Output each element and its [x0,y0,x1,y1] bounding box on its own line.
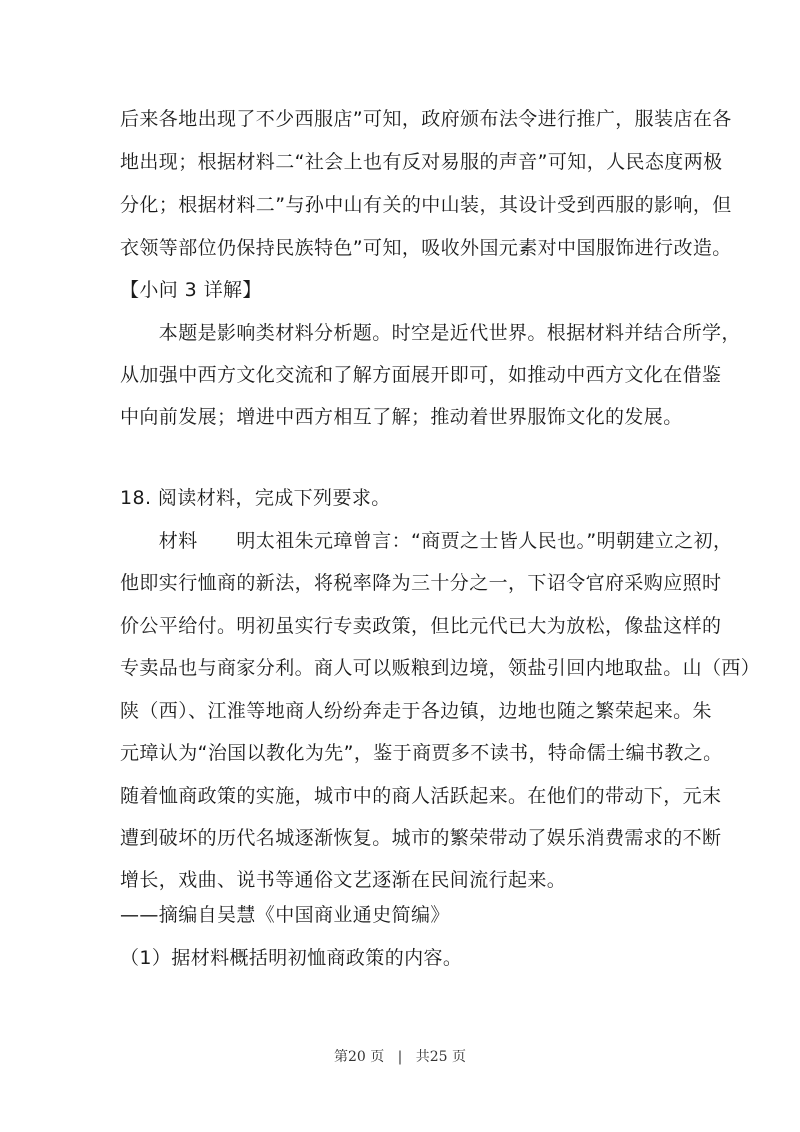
text-line: 分化；根据材料二”与孙中山有关的中山装，其设计受到西服的影响，但 [120,194,732,216]
text-line: 从加强中西方文化交流和了解方面展开即可，如推动中西方文化在借鉴 [120,364,722,386]
text-line: 增长，戏曲、说书等通俗文艺逐渐在民间流行起来。 [120,869,567,891]
text-line: 陕（西）、江淮等地商人纷纷奔走于各边镇，边地也随之繁荣起来。朱 [120,700,712,722]
section-heading: 【小问 3 详解】 [120,279,262,301]
text-line: 后来各地出现了不少西服店”可知，政府颁布法令进行推广，服装店在各 [120,108,732,130]
question-heading: 18. 阅读材料，完成下列要求。 [120,487,391,509]
footer-current-page: 第20 页 [334,1049,385,1065]
page-footer [0,1046,800,1066]
text-line: 遭到破坏的历代名城逐渐恢复。城市的繁荣带动了娱乐消费需求的不断 [120,827,722,849]
footer-separator: | [397,1049,403,1065]
text-line: 本题是影响类材料分析题。时空是近代世界。根据材料并结合所学， [120,322,741,344]
text-line: 随着恤商政策的实施，城市中的商人活跃起来。在他们的带动下，元末 [120,785,722,807]
text-line: 衣领等部位仍保持民族特色”可知，吸收外国元素对中国服饰进行改造。 [120,237,732,259]
sub-question: （1）据材料概括明初恤商政策的内容。 [120,947,463,969]
text-line: 中向前发展；增进中西方相互了解；推动着世界服饰文化的发展。 [120,406,683,428]
text-line: 地出现；根据材料二“社会上也有反对易服的声音”可知，人民态度两极 [120,151,723,173]
source-citation: ——摘编自吴慧《中国商业通史简编》 [120,904,450,926]
text-line: 专卖品也与商家分利。商人可以贩粮到边境，领盐引回内地取盐。山（西） [120,657,761,679]
text-line: 他即实行恤商的新法，将税率降为三十分之一，下诏令官府采购应照时 [120,572,722,594]
text-line: 材料 明太祖朱元璋曾言：“商贾之士皆人民也。”明朝建立之初， [120,530,733,552]
text-line: 元璋认为“治国以教化为先”，鉴于商贾多不读书，特命儒士编书教之。 [120,742,723,764]
footer-total-pages: 共25 页 [415,1049,466,1065]
text-line: 价公平给付。明初虽实行专卖政策，但比元代已大为放松，像盐这样的 [120,615,722,637]
